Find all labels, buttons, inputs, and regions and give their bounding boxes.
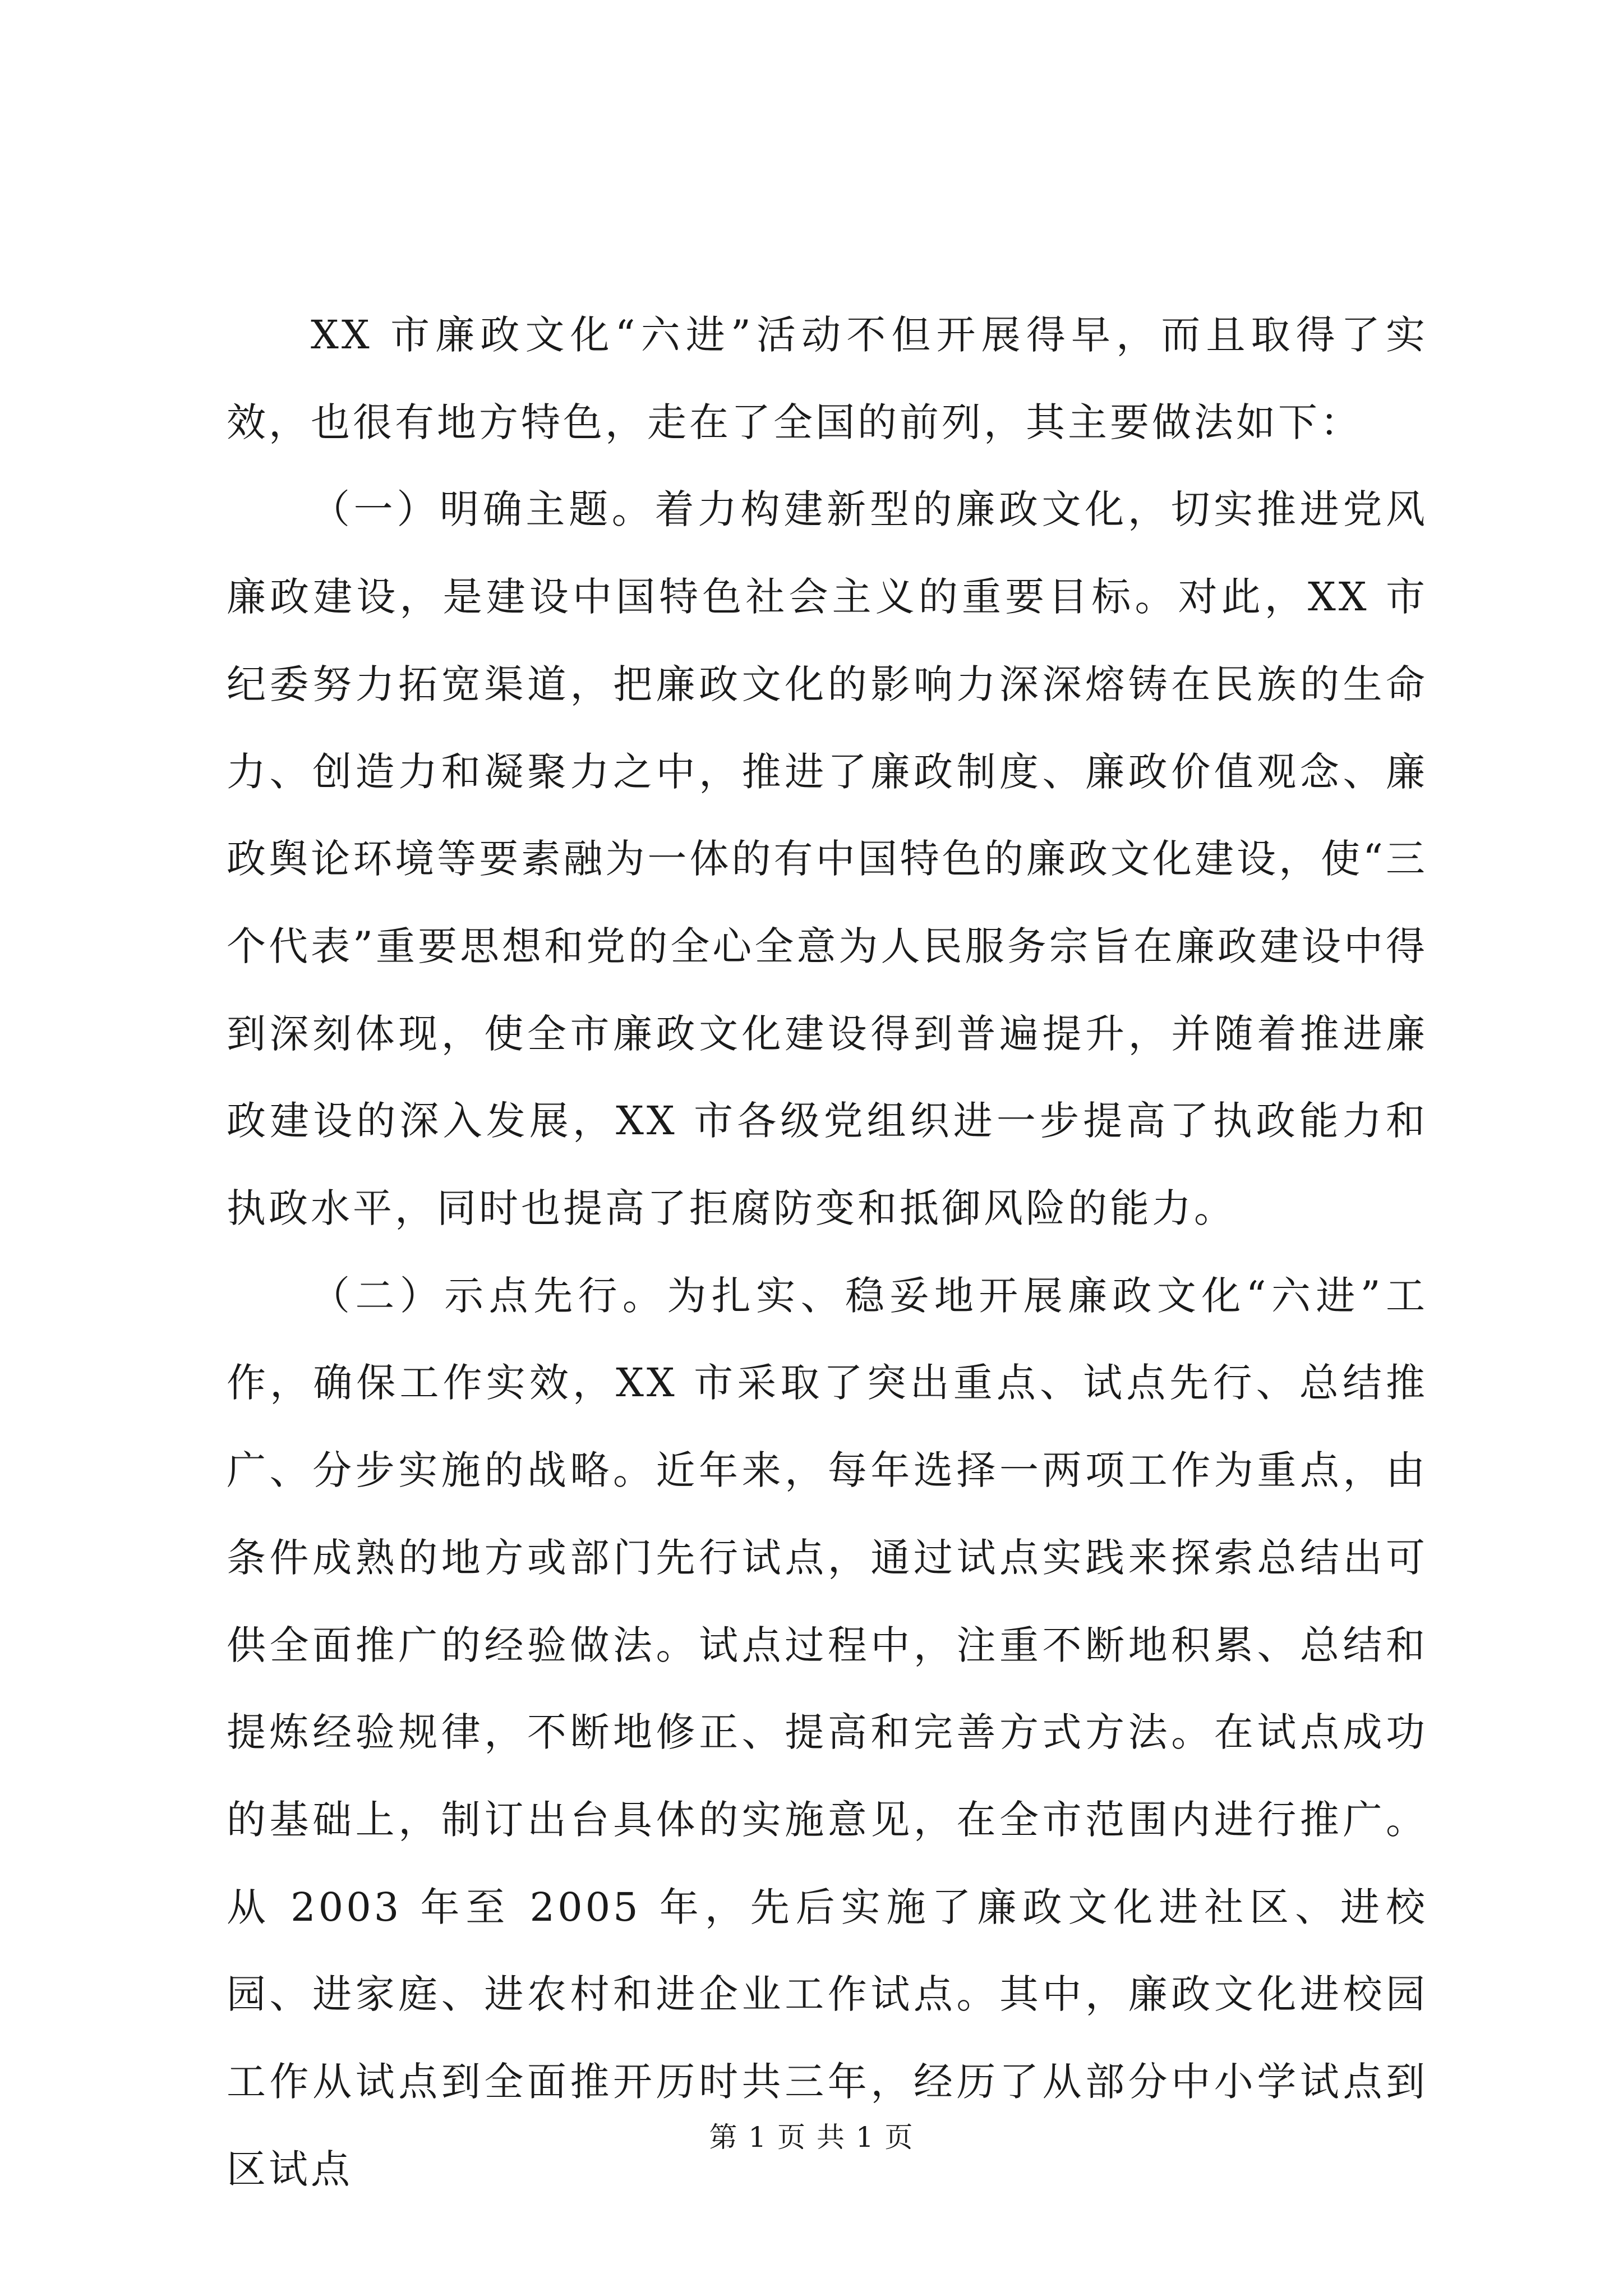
document-body [227,292,1428,2213]
paragraph-section-1: （一）明确主题。着力构建新型的廉政文化，切实推进党风廉政建设，是建设中国特色社会主义的重要目标。对此，XX 市纪委努力拓宽渠道，把廉政文化的影响力深深熔铸在民族的生命力、创造力和凝聚力之中，推进了廉政制度、廉政价值观念、廉政舆论环境等要素融为一体的有中国特色的廉政文化建设，使“三个代表”重要思想和党的全心全意为人民服务宗旨在廉政建设中得到深刻体现，使全市廉政文化建设得到普遍提升，并随着推进廉政建设的深入发展，XX 市各级党组织进一步提高了执政能力和执政水平，同时也提高了拒腐防变和抵御风险的能力。 [227,486,1428,1232]
paragraph-section-2: （二）示点先行。为扎实、稳妥地开展廉政文化“六进”工作，确保工作实效，XX 市采取了突出重点、试点先行、总结推广、分步实施的战略。近年来，每年选择一两项工作为重点，由条件成熟的地方或部门先行试点，通过试点实践来探索总结出可供全面推广的经验做法。试点过程中，注重不断地积累、总结和提炼经验规律，不断地修正、提高和完善方式方法。在试点成功的基础上，制订出台具体的实施意见，在全市范围内进行推广。从 2003 年至 2005 年，先后实施了廉政文化进社区、进校园、进家庭、进农村和进企业工作试点。其中，廉政文化进校园工作从试点到全面推开历时共三年，经历了从部分中小学试点到区试点 [227,1272,1428,2192]
paragraph-intro: XX 市廉政文化“六进”活动不但开展得早，而且取得了实效，也很有地方特色，走在了全国的前列，其主要做法如下： [227,312,1428,445]
page-footer: 第 1 页 共 1 页 [709,2121,914,2154]
